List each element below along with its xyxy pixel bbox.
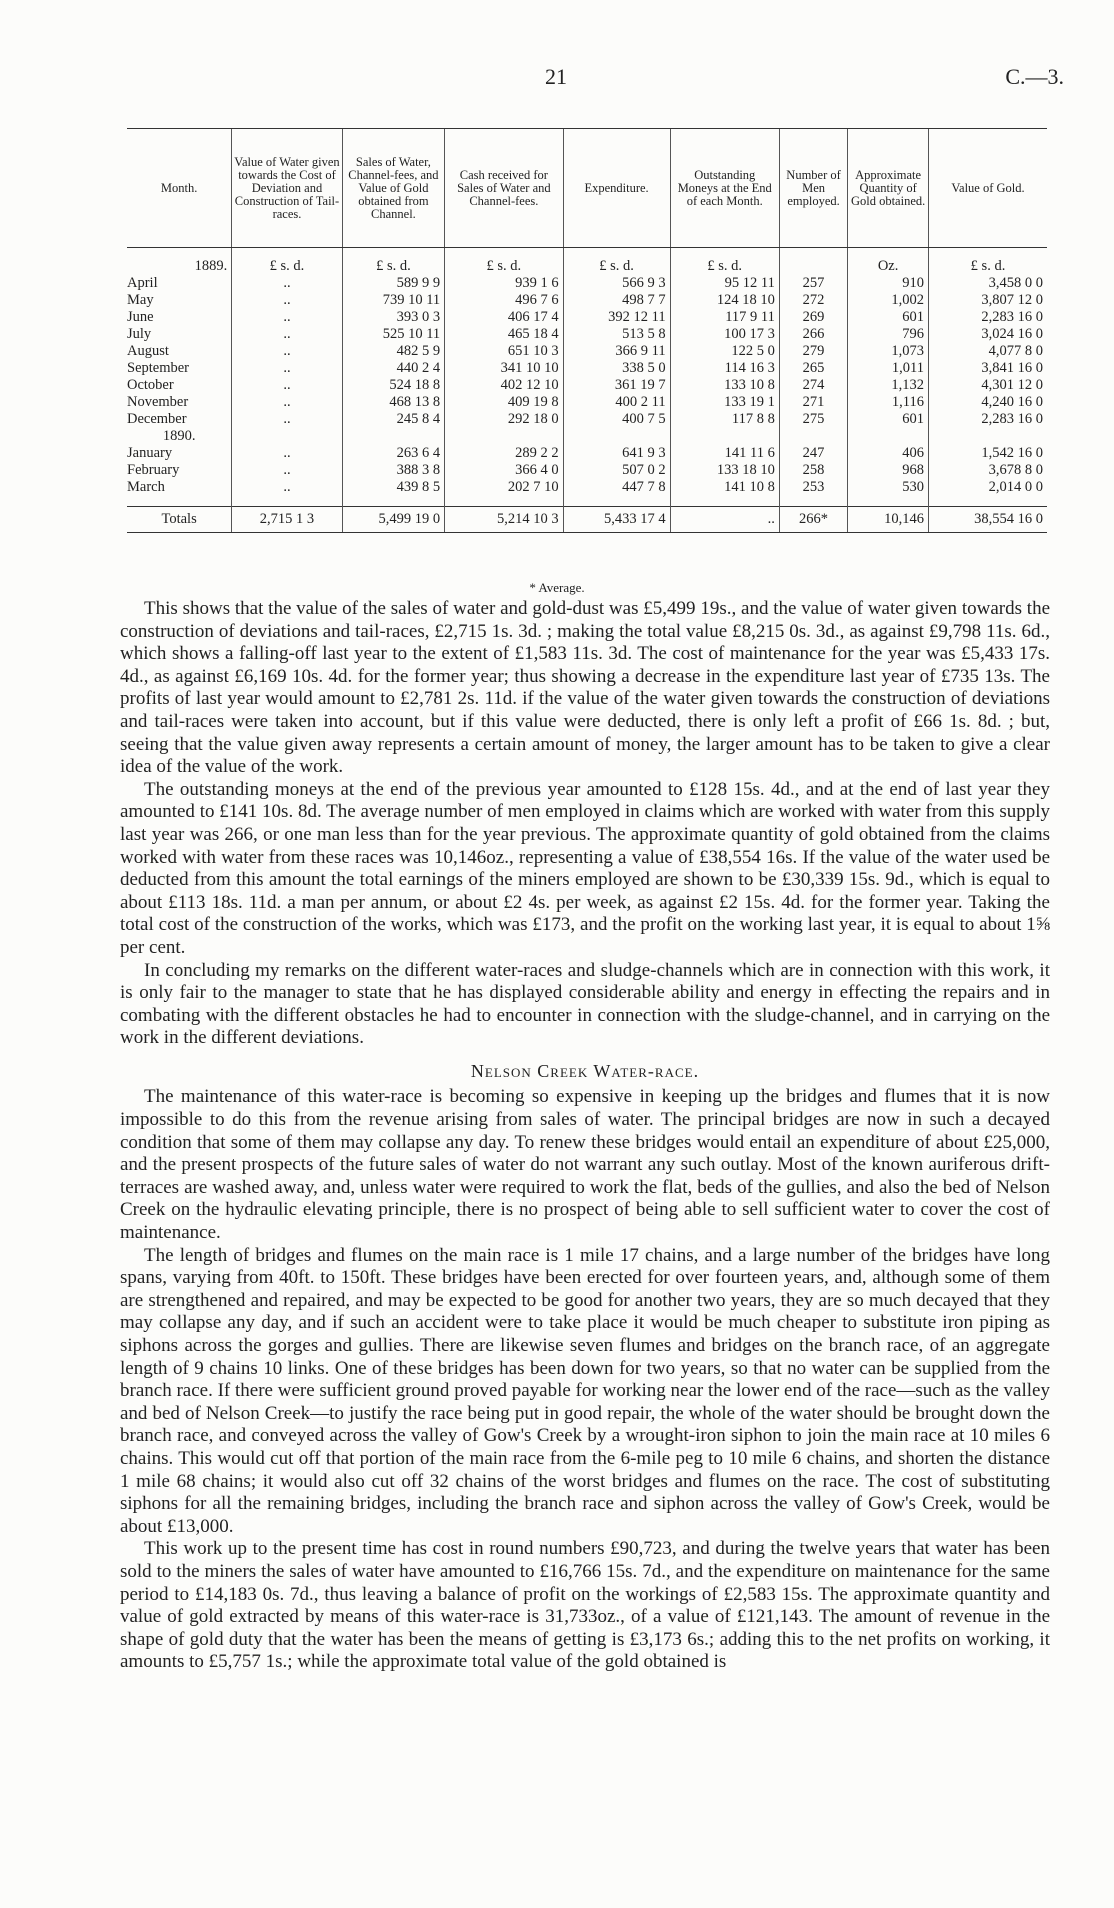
cell-outstanding: 95 12 11	[670, 275, 779, 292]
cell-cash: 292 18 0	[445, 411, 563, 428]
cell-outstanding: 141 10 8	[670, 479, 779, 507]
unit-label: Oz.	[848, 248, 929, 276]
cell-outstanding: 124 18 10	[670, 292, 779, 309]
cell-gold-value: 3,024 16 0	[929, 326, 1048, 343]
cell-sales: 739 10 11	[342, 292, 444, 309]
cell-value-water: ..	[232, 394, 342, 411]
cell-gold-value: 4,240 16 0	[929, 394, 1048, 411]
cell-expenditure: 400 2 11	[563, 394, 670, 411]
cell-sales: 393 0 3	[342, 309, 444, 326]
cell-value-water: ..	[232, 309, 342, 326]
totals-row	[127, 507, 1047, 533]
empty-cell	[232, 428, 342, 445]
units-row	[127, 248, 1047, 276]
month-cell	[127, 360, 232, 377]
cell-cash: 465 18 4	[445, 326, 563, 343]
cell-gold-oz: 796	[848, 326, 929, 343]
cell-cash: 402 12 10	[445, 377, 563, 394]
cell-cash: 202 7 10	[445, 479, 563, 507]
cell-cash: 939 1 6	[445, 275, 563, 292]
cell-value-water: ..	[232, 326, 342, 343]
empty-cell	[929, 428, 1048, 445]
year-label: 1890.	[162, 428, 196, 444]
total-cash: 5,214 10 3	[445, 507, 563, 533]
month-label: September	[127, 360, 190, 376]
cell-expenditure: 338 5 0	[563, 360, 670, 377]
cell-men: 275	[779, 411, 847, 428]
cell-expenditure: 400 7 5	[563, 411, 670, 428]
month-label: January	[127, 445, 173, 461]
water-race-ledger-table	[127, 128, 1047, 533]
cell-gold-value: 2,014 0 0	[929, 479, 1048, 507]
cell-men: 279	[779, 343, 847, 360]
paragraph: The outstanding moneys at the end of the previous year amounted to £128 15s. 4d., and at the end of last year they amounted to £141 10s. 8d. The average number of men employed in claims which are worked with water from this supply last year was 266, or one man less than for the year previous. The approximate quantity of gold obtained from the claims worked with water from these races was 10,146oz., representing a value of £38,554 16s. If the value of the water used be deducted from this amount the total earnings of the miners employed are shown to be £30,339 15s. 9d., which is equal to about £113 18s. 11d. a man per annum, or about £2 4s. per week, as against £2 15s. 4d. for the former year. Taking the total cost of the construction of the works, which was £173, and the profit on the working last year, it is equal to about 1⅝ per cent.	[120, 778, 1050, 958]
cell-expenditure: 366 9 11	[563, 343, 670, 360]
month-cell	[127, 377, 232, 394]
cell-gold-oz: 968	[848, 462, 929, 479]
cell-gold-value: 3,841 16 0	[929, 360, 1048, 377]
table-row	[127, 360, 1047, 377]
cell-gold-oz: 406	[848, 445, 929, 462]
cell-gold-oz: 530	[848, 479, 929, 507]
paragraph: The length of bridges and flumes on the main race is 1 mile 17 chains, and a large number of the bridges have long spans, varying from 40ft. to 150ft. These bridges have been erected for over fourteen years, and, although some of them are strengthened and repaired, and may be expected to be good for another two years, they are so much decayed that they may collapse any day, and if such an accident were to take place it would be much cheaper to substitute iron piping as siphons across the gorges and gullies. There are likewise seven flumes and bridges on the branch race, of an aggregate length of 9 chains 10 links. One of these bridges has been down for two years, so that no water can be supplied from the branch race. If there were sufficient ground proved payable for working near the lower end of the race—such as the valley and bed of Nelson Creek—to justify the race being put in good repair, the whole of the water should be brought down the branch race, and conveyed across the valley of Gow's Creek by a wrought-iron siphon to join the main race at 10 miles 6 chains. This would cut off that portion of the main race from the 6-mile peg to 10 mile 6 chains, and shorten the distance 1 mile 68 chains; it would also cut off 32 chains of the worst bridges and flumes on the race. The cost of substituting siphons for all the remaining bridges, including the branch race and siphon across the valley of Gow's Creek, would be about £13,000.	[120, 1244, 1050, 1537]
cell-men: 247	[779, 445, 847, 462]
unit-label	[779, 248, 847, 276]
cell-gold-oz: 1,011	[848, 360, 929, 377]
year-label: 1889.	[194, 258, 228, 274]
unit-label: £ s. d.	[445, 248, 563, 276]
total-gold-value: 38,554 16 0	[929, 507, 1048, 533]
month-label: May	[127, 292, 154, 308]
month-label: July	[127, 326, 152, 342]
table-row	[127, 343, 1047, 360]
month-label: June	[127, 309, 154, 325]
table-row	[127, 445, 1047, 462]
column-header: Sales of Water, Channel-fees, and Value of Gold obtained from Channel.	[342, 129, 444, 248]
empty-cell	[445, 428, 563, 445]
cell-cash: 289 2 2	[445, 445, 563, 462]
unit-label: £ s. d.	[670, 248, 779, 276]
table-row	[127, 309, 1047, 326]
cell-value-water: ..	[232, 479, 342, 507]
column-header: Cash received for Sales of Water and Channel-fees.	[445, 129, 563, 248]
cell-men: 269	[779, 309, 847, 326]
total-gold-oz: 10,146	[848, 507, 929, 533]
cell-men: 265	[779, 360, 847, 377]
table-row	[127, 462, 1047, 479]
cell-gold-oz: 1,116	[848, 394, 929, 411]
cell-gold-value: 2,283 16 0	[929, 309, 1048, 326]
month-cell	[127, 309, 232, 326]
cell-sales: 440 2 4	[342, 360, 444, 377]
total-value-water: 2,715 1 3	[232, 507, 342, 533]
cell-sales: 589 9 9	[342, 275, 444, 292]
total-expenditure: 5,433 17 4	[563, 507, 670, 533]
cell-expenditure: 507 0 2	[563, 462, 670, 479]
month-cell	[127, 394, 232, 411]
paragraph: In concluding my remarks on the different water-races and sludge-channels which are in connection with this work, it is only fair to the manager to state that he has displayed considerable ability and energy in effecting the repairs and in combating with the different obstacles he had to encounter in connection with the sludge-channel, and in carrying on the work in the different deviations.	[120, 959, 1050, 1049]
total-outstanding: ..	[670, 507, 779, 533]
cell-outstanding: 117 8 8	[670, 411, 779, 428]
totals-label: Totals	[127, 507, 232, 533]
cell-outstanding: 133 18 10	[670, 462, 779, 479]
cell-cash: 496 7 6	[445, 292, 563, 309]
cell-sales: 525 10 11	[342, 326, 444, 343]
cell-expenditure: 641 9 3	[563, 445, 670, 462]
cell-cash: 341 10 10	[445, 360, 563, 377]
cell-sales: 468 13 8	[342, 394, 444, 411]
month-cell	[127, 343, 232, 360]
cell-men: 258	[779, 462, 847, 479]
column-header: Expenditure.	[563, 129, 670, 248]
month-label: December	[127, 411, 187, 427]
cell-outstanding: 133 19 1	[670, 394, 779, 411]
cell-gold-oz: 1,002	[848, 292, 929, 309]
column-header: Month.	[127, 129, 232, 248]
empty-cell	[563, 428, 670, 445]
month-cell	[127, 479, 232, 507]
cell-gold-oz: 601	[848, 309, 929, 326]
cell-expenditure: 513 5 8	[563, 326, 670, 343]
cell-men: 272	[779, 292, 847, 309]
table-body	[127, 248, 1047, 533]
cell-cash: 651 10 3	[445, 343, 563, 360]
cell-men: 257	[779, 275, 847, 292]
cell-value-water: ..	[232, 411, 342, 428]
document-reference: C.—3.	[1005, 64, 1064, 89]
month-label: April	[127, 275, 158, 291]
page-number: 21	[545, 64, 567, 89]
month-cell	[127, 445, 232, 462]
month-label: August	[127, 343, 169, 359]
cell-value-water: ..	[232, 360, 342, 377]
table-row	[127, 479, 1047, 507]
cell-gold-oz: 910	[848, 275, 929, 292]
table-row	[127, 326, 1047, 343]
cell-outstanding: 117 9 11	[670, 309, 779, 326]
total-sales: 5,499 19 0	[342, 507, 444, 533]
section-heading: Nelson Creek Water-race.	[470, 1060, 700, 1081]
cell-sales: 439 8 5	[342, 479, 444, 507]
cell-gold-oz: 1,132	[848, 377, 929, 394]
cell-outstanding: 100 17 3	[670, 326, 779, 343]
cell-gold-value: 3,458 0 0	[929, 275, 1048, 292]
cell-gold-value: 4,077 8 0	[929, 343, 1048, 360]
empty-cell	[342, 428, 444, 445]
cell-gold-oz: 1,073	[848, 343, 929, 360]
cell-expenditure: 566 9 3	[563, 275, 670, 292]
cell-outstanding: 133 10 8	[670, 377, 779, 394]
cell-sales: 388 3 8	[342, 462, 444, 479]
cell-gold-value: 3,807 12 0	[929, 292, 1048, 309]
unit-label: £ s. d.	[929, 248, 1048, 276]
cell-men: 266	[779, 326, 847, 343]
paragraph: The maintenance of this water-race is becoming so expensive in keeping up the bridges and flumes that it is now impossible to do this from the revenue arising from sales of water. The principal bridges are now in such a decayed condition that some of them may collapse any day. To renew these bridges would entail an expenditure of about £25,000, and the present prospects of the future sales of water do not warrant any such outlay. Most of the known auriferous drift-terraces are washed away, and, unless water were required to work the flat, beds of the gullies, and also the bed of Nelson Creek on the hydraulic elevating principle, there is no prospect of being able to sell sufficient water to cover the cost of maintenance.	[120, 1086, 1050, 1244]
empty-cell	[848, 428, 929, 445]
table-row	[127, 292, 1047, 309]
month-label: November	[127, 394, 189, 410]
column-header: Number of Men employed.	[779, 129, 847, 248]
table-row	[127, 394, 1047, 411]
cell-gold-oz: 601	[848, 411, 929, 428]
cell-value-water: ..	[232, 445, 342, 462]
cell-expenditure: 447 7 8	[563, 479, 670, 507]
report-body	[120, 598, 1050, 1674]
page-header	[0, 64, 1114, 94]
paragraph: This shows that the value of the sales of water and gold-dust was £5,499 19s., and the value of water given towards the construction of deviations and tail-races, £2,715 1s. 3d. ; making the total value £8,215 0s. 3d., as against £9,798 11s. 6d., which shows a falling-off last year to the extent of £1,583 11s. 3d. The cost of maintenance for the year was £5,433 17s. 4d., as against £6,169 10s. 4d. for the former year; thus showing a decrease in the expenditure last year of £735 13s. The profits of last year would amount to £2,781 2s. 11d. if the value of the water given towards the construction of deviations and tail-races were taken into account, but if this value were deducted, there is only left a profit of £66 1s. 8d. ; but, seeing that the value given away represents a certain amount of money, the larger amount has to be taken to give a clear idea of the value of the work.	[120, 598, 1050, 778]
column-header: Approximate Quantity of Gold obtained.	[848, 129, 929, 248]
month-cell	[127, 292, 232, 309]
cell-expenditure: 361 19 7	[563, 377, 670, 394]
cell-expenditure: 392 12 11	[563, 309, 670, 326]
month-cell	[127, 275, 232, 292]
cell-men: 274	[779, 377, 847, 394]
table-footnote: * Average.	[529, 580, 585, 595]
table-row	[127, 411, 1047, 428]
cell-gold-value: 4,301 12 0	[929, 377, 1048, 394]
cell-gold-value: 2,283 16 0	[929, 411, 1048, 428]
cell-outstanding: 141 11 6	[670, 445, 779, 462]
column-header: Value of Water given towards the Cost of Deviation and Construction of Tail-races.	[232, 129, 342, 248]
empty-cell	[779, 428, 847, 445]
cell-outstanding: 114 16 3	[670, 360, 779, 377]
table-row	[127, 275, 1047, 292]
cell-gold-value: 1,542 16 0	[929, 445, 1048, 462]
cell-gold-value: 3,678 8 0	[929, 462, 1048, 479]
unit-label: £ s. d.	[342, 248, 444, 276]
cell-cash: 406 17 4	[445, 309, 563, 326]
cell-sales: 263 6 4	[342, 445, 444, 462]
month-label: February	[127, 462, 180, 478]
total-men: 266*	[779, 507, 847, 533]
cell-value-water: ..	[232, 377, 342, 394]
cell-men: 253	[779, 479, 847, 507]
cell-sales: 482 5 9	[342, 343, 444, 360]
month-label: October	[127, 377, 174, 393]
cell-men: 271	[779, 394, 847, 411]
month-cell	[127, 326, 232, 343]
cell-value-water: ..	[232, 275, 342, 292]
cell-outstanding: 122 5 0	[670, 343, 779, 360]
paragraph: This work up to the present time has cost in round numbers £90,723, and during the twelve years that water has been sold to the miners the sales of water have amounted to £16,766 15s. 7d., and the expenditure on maintenance for the same period to £14,183 0s. 7d., thus leaving a balance of profit on the workings of £2,583 15s. The approximate quantity and value of gold extracted by means of this water-race is 31,733oz., of a value of £121,143. The amount of revenue in the shape of gold duty that the water has been the means of getting is £3,173 6s.; adding this to the net profits on working, it amounts to £5,757 1s.; while the approximate total value of the gold obtained is	[120, 1538, 1050, 1673]
column-header: Outstanding Moneys at the End of each Month.	[670, 129, 779, 248]
cell-sales: 245 8 4	[342, 411, 444, 428]
cell-value-water: ..	[232, 462, 342, 479]
month-cell	[127, 462, 232, 479]
unit-label: £ s. d.	[563, 248, 670, 276]
month-label: March	[127, 479, 165, 495]
empty-cell	[670, 428, 779, 445]
table-header-row	[127, 129, 1047, 248]
cell-expenditure: 498 7 7	[563, 292, 670, 309]
cell-cash: 366 4 0	[445, 462, 563, 479]
table-row	[127, 377, 1047, 394]
cell-cash: 409 19 8	[445, 394, 563, 411]
column-header: Value of Gold.	[929, 129, 1048, 248]
cell-sales: 524 18 8	[342, 377, 444, 394]
cell-value-water: ..	[232, 343, 342, 360]
unit-label: £ s. d.	[232, 248, 342, 276]
month-cell	[127, 411, 232, 428]
cell-value-water: ..	[232, 292, 342, 309]
year-row	[127, 428, 1047, 445]
